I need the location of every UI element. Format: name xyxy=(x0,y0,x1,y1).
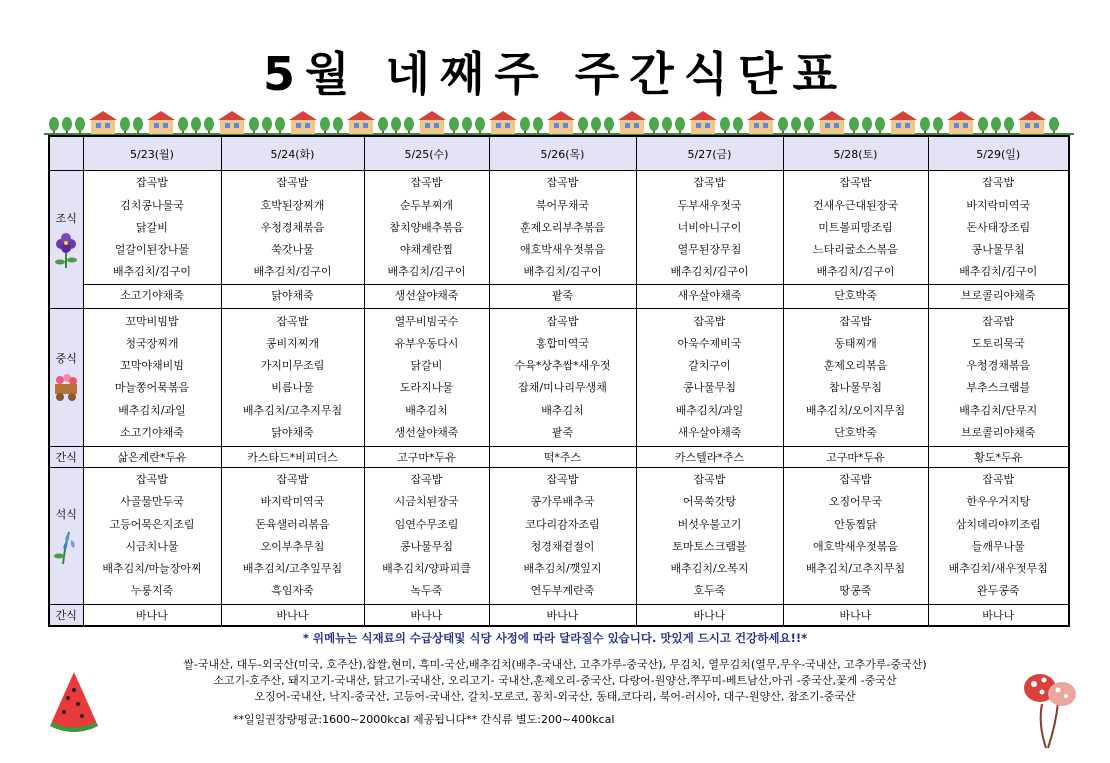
menu-item: 배추김치/오복지 xyxy=(670,562,749,576)
lunch-row xyxy=(49,309,1069,446)
menu-item: 배추김치/새우젓무침 xyxy=(948,562,1048,576)
porridge-item: 팥죽 xyxy=(490,284,636,307)
tree-icon xyxy=(320,117,330,131)
tree-icon xyxy=(62,117,72,131)
menu-item: 안동찜닭 xyxy=(834,517,877,531)
menu-item: 애호박새우젓볶음 xyxy=(519,243,605,257)
house-icon xyxy=(147,111,175,134)
menu-item: 배추김치/과일 xyxy=(118,403,186,417)
snack1-row xyxy=(49,446,1069,467)
menu-item: 배추김치/오이지무침 xyxy=(805,403,906,417)
lunch-cell xyxy=(364,309,489,446)
tree-icon xyxy=(262,117,272,131)
menu-item: 호두죽 xyxy=(693,584,726,598)
bluebell-flower-icon xyxy=(50,526,83,566)
menu-item: 잡곡밥 xyxy=(546,176,579,190)
menu-item: 잡곡밥 xyxy=(982,472,1015,486)
menu-item: 얼갈이된장나물 xyxy=(114,243,190,257)
porridge-item: 새우살야채죽 xyxy=(637,284,783,307)
menu-item: 연두부계란죽 xyxy=(530,584,595,598)
snack-item: 삶은계란*두유 xyxy=(83,446,221,467)
menu-item: 청국장찌개 xyxy=(125,336,179,350)
day-header: 5/28(토) xyxy=(783,136,928,171)
menu-item: 도토리묵국 xyxy=(971,336,1025,350)
tree-icon xyxy=(133,117,143,131)
flower-cart-icon xyxy=(50,370,83,404)
tree-icon xyxy=(462,117,472,131)
menu-item: 도라지나물 xyxy=(399,381,454,395)
menu-item: 잡곡밥 xyxy=(982,314,1015,328)
day-header: 5/24(화) xyxy=(221,136,364,171)
menu-item: 콩나물무침 xyxy=(971,243,1025,257)
day-header: 5/23(월) xyxy=(83,136,221,171)
calorie-note: **일일권장량평균:1600~2000kcal 제공됩니다** 간식류 별도:200~400kcal xyxy=(233,713,615,726)
house-icon xyxy=(1018,111,1046,134)
menu-item: 잡곡밥 xyxy=(839,472,872,486)
menu-item: 흑임자죽 xyxy=(271,584,314,598)
menu-item: 열무된장무침 xyxy=(677,243,742,257)
menu-item: 배추김치/김구이 xyxy=(387,265,466,279)
snack-item: 바나나 xyxy=(783,605,928,627)
menu-item: 두부새우젓국 xyxy=(677,198,742,212)
menu-item: 갈치구이 xyxy=(688,359,731,373)
snack-item: 바나나 xyxy=(83,605,221,627)
breakfast-cell xyxy=(83,171,221,309)
menu-item: 임연수무조림 xyxy=(394,517,459,531)
snack-item: 바나나 xyxy=(928,605,1069,627)
corner-cell xyxy=(49,136,83,171)
lunch-cell xyxy=(636,309,783,446)
menu-item: 잡곡밥 xyxy=(839,314,872,328)
tree-icon xyxy=(875,117,885,131)
tree-icon xyxy=(275,117,285,131)
tree-icon xyxy=(333,117,343,131)
menu-item: 너비아니구이 xyxy=(677,220,742,234)
menu-item: 완두콩죽 xyxy=(976,584,1020,598)
tree-icon xyxy=(920,117,930,131)
day-header: 5/27(금) xyxy=(636,136,783,171)
tree-icon xyxy=(178,117,188,131)
lunch-cell xyxy=(489,309,636,446)
house-icon xyxy=(89,111,117,134)
menu-item: 버섯우불고기 xyxy=(677,517,742,531)
house-icon xyxy=(218,111,246,134)
menu-item: 콩가루배추국 xyxy=(530,495,595,509)
menu-item: 꼬막비빔밥 xyxy=(125,314,179,328)
menu-item: 잡곡밥 xyxy=(693,314,726,328)
menu-item: 배추김치/깻잎지 xyxy=(523,562,602,576)
snack-item: 황도*두유 xyxy=(928,446,1069,467)
menu-item: 마늘쫑어묵볶음 xyxy=(114,381,190,395)
tree-icon xyxy=(449,117,459,131)
menu-item: 열무비빔국수 xyxy=(394,314,459,328)
menu-item: 배추김치/김구이 xyxy=(523,265,602,279)
house-icon xyxy=(289,111,317,134)
menu-item: 새우살야채죽 xyxy=(677,426,742,440)
menu-item: 배추김치/김구이 xyxy=(253,265,332,279)
menu-item: 소고기야채죽 xyxy=(120,426,184,440)
menu-item: 잡곡밥 xyxy=(276,176,309,190)
village-border-decoration xyxy=(44,108,1074,136)
menu-item: 동태찌개 xyxy=(834,336,877,350)
breakfast-cell xyxy=(636,171,783,309)
menu-item: 돈육샐러리볶음 xyxy=(255,517,330,531)
dinner-row xyxy=(49,467,1069,604)
snack-label: 간식 xyxy=(49,605,83,627)
watermelon-icon xyxy=(46,668,102,736)
menu-item: 들깨무나물 xyxy=(971,539,1025,553)
menu-item: 닭야채죽 xyxy=(271,426,314,440)
dinner-cell xyxy=(83,467,221,604)
house-icon xyxy=(947,111,975,134)
menu-item: 배추김치/과일 xyxy=(675,403,744,417)
tree-icon xyxy=(520,117,530,131)
dinner-cell xyxy=(928,467,1069,604)
house-icon xyxy=(418,111,446,134)
menu-item: 닭갈비 xyxy=(410,359,443,373)
origin-line: 오징어-국내산, 낙지-중국산, 고등어-국내산, 갈치-모로코, 꽁치-외국산, 동태,코다리, 북어-러시아, 대구-원양산, 참조기-중국산 xyxy=(254,690,856,703)
snack-item: 바나나 xyxy=(364,605,489,627)
lunch-cell xyxy=(783,309,928,446)
tree-icon xyxy=(778,117,788,131)
menu-item: 닭갈비 xyxy=(136,220,168,234)
menu-item: 토마토스크램블 xyxy=(672,539,747,553)
menu-item: 고등어묵은지조림 xyxy=(109,517,195,531)
house-icon xyxy=(547,111,575,134)
snack-item: 떡*주스 xyxy=(489,446,636,467)
menu-item: 청경채겉절이 xyxy=(530,539,595,553)
dinner-cell xyxy=(489,467,636,604)
dinner-label-cell xyxy=(49,467,83,604)
tree-icon xyxy=(475,117,485,131)
notice-text: * 위메뉴는 식재료의 수급상태및 식당 사정에 따라 달라질수 있습니다. 맛있게 드시고 건강하세요!!* xyxy=(302,631,808,645)
snack-item: 카스텔라*주스 xyxy=(636,446,783,467)
day-header-row xyxy=(49,136,1069,171)
menu-item: 잡곡밥 xyxy=(546,314,579,328)
tree-icon xyxy=(191,117,201,131)
menu-item: 건새우근대된장국 xyxy=(812,198,898,212)
tree-icon xyxy=(791,117,801,131)
menu-item: 잡곡밥 xyxy=(136,176,168,190)
house-icon xyxy=(489,111,517,134)
tree-icon xyxy=(991,117,1001,131)
breakfast-cell xyxy=(928,171,1069,309)
meal-label: 중식 xyxy=(55,352,77,366)
tree-icon xyxy=(604,117,614,131)
menu-item: 느타리굴소스볶음 xyxy=(812,243,898,257)
menu-item: 배추김치/고추지무침 xyxy=(805,562,906,576)
house-icon xyxy=(747,111,775,134)
menu-item: 야채계란찜 xyxy=(399,243,454,257)
menu-item: 잡채/미나리무생채 xyxy=(518,381,607,395)
menu-item: 돈사태장조림 xyxy=(966,220,1031,234)
breakfast-cell xyxy=(221,171,364,309)
menu-item: 잡곡밥 xyxy=(546,472,579,486)
tree-icon xyxy=(804,117,814,131)
menu-item: 생선살야채죽 xyxy=(394,426,459,440)
menu-item: 유부우동다시 xyxy=(394,336,459,350)
tree-icon xyxy=(591,117,601,131)
menu-item: 잡곡밥 xyxy=(982,176,1015,190)
dinner-cell xyxy=(364,467,489,604)
menu-item: 훈제오리볶음 xyxy=(823,359,888,373)
menu-item: 미트볼피망조림 xyxy=(818,220,893,234)
house-icon xyxy=(818,111,846,134)
menu-item: 우청경채볶음 xyxy=(260,220,325,234)
snack-item: 고구마*두유 xyxy=(783,446,928,467)
tree-icon xyxy=(1004,117,1014,131)
lunch-cell xyxy=(221,309,364,446)
meal-label: 석식 xyxy=(55,507,77,521)
porridge-item: 브로콜리야채죽 xyxy=(929,284,1069,307)
lunch-cell xyxy=(928,309,1069,446)
snack-item: 바나나 xyxy=(636,605,783,627)
tree-icon xyxy=(649,117,659,131)
tree-icon xyxy=(720,117,730,131)
menu-item: 김치콩나물국 xyxy=(120,198,184,212)
violet-flower-icon xyxy=(50,230,83,270)
menu-item: 부추스크램블 xyxy=(966,381,1031,395)
menu-item: 배추김치/고추잎무침 xyxy=(242,562,343,576)
tree-icon xyxy=(75,117,85,131)
house-icon xyxy=(689,111,717,134)
menu-item: 수육*상추쌈*새우젓 xyxy=(514,359,611,373)
page-title: 5월 네째주 주간식단표 xyxy=(263,47,847,101)
tree-icon xyxy=(978,117,988,131)
tree-icon xyxy=(933,117,943,131)
lunch-cell xyxy=(83,309,221,446)
menu-item: 콩비지찌개 xyxy=(265,336,320,350)
mushroom-balloons-icon xyxy=(1012,664,1082,750)
menu-item: 잡곡밥 xyxy=(410,472,443,486)
day-header: 5/29(일) xyxy=(928,136,1069,171)
tree-icon xyxy=(249,117,259,131)
day-header: 5/26(목) xyxy=(489,136,636,171)
menu-item: 애호박새우젓볶음 xyxy=(812,539,898,553)
porridge-item: 단호박죽 xyxy=(784,284,928,307)
menu-item: 한우우거지탕 xyxy=(966,495,1031,509)
tree-icon xyxy=(675,117,685,131)
menu-item: 배추김치/김구이 xyxy=(816,265,895,279)
menu-item: 배추김치/단무지 xyxy=(959,403,1038,417)
menu-item: 잡곡밥 xyxy=(276,314,309,328)
menu-item: 우청경채볶음 xyxy=(966,359,1031,373)
tree-icon xyxy=(849,117,859,131)
tree-icon xyxy=(533,117,543,131)
menu-item: 참나물무침 xyxy=(828,381,883,395)
snack-item: 바나나 xyxy=(489,605,636,627)
menu-item: 배추김치/마늘장아찌 xyxy=(102,562,202,576)
house-icon xyxy=(889,111,917,134)
menu-item: 배추김치 xyxy=(541,403,584,417)
menu-item: 팥죽 xyxy=(551,426,574,440)
menu-item: 콩나물무침 xyxy=(682,381,737,395)
meal-label: 조식 xyxy=(55,211,77,225)
menu-item: 단호박죽 xyxy=(834,426,877,440)
tree-icon xyxy=(733,117,743,131)
menu-item: 아욱수제비국 xyxy=(677,336,742,350)
menu-item: 꼬막야채비빔 xyxy=(120,359,184,373)
menu-item: 가지미무조림 xyxy=(260,359,325,373)
origin-line: 쌀-국내산, 대두-외국산(미국, 호주산),찹쌀,현미, 흑미-국산,배추김치(배추-국내산, 고추가루-중국산), 무김치, 열무김치(열무,무우-국내산, 고추가루-중국산) xyxy=(183,658,927,671)
menu-item: 배추김치/김구이 xyxy=(670,265,749,279)
origin-line: 소고기-호주산, 돼지고기-국내산, 닭고기-국내산, 오리고기- 국내산,훈제오리-중국산, 다랑어-원양산,쭈꾸미-베트남산,아귀 -중국산,꽃게 -중국산 xyxy=(213,674,897,687)
house-icon xyxy=(618,111,646,134)
origin-info xyxy=(0,657,1110,705)
menu-item: 배추김치/양파피클 xyxy=(382,562,471,576)
menu-item: 훈제오리부추볶음 xyxy=(519,220,605,234)
menu-item: 잡곡밥 xyxy=(136,472,168,486)
snack-item: 카스타드*비피더스 xyxy=(221,446,364,467)
snack-item: 바나나 xyxy=(221,605,364,627)
menu-item: 쑥갓나물 xyxy=(271,243,314,257)
menu-item: 오이부추무침 xyxy=(260,539,325,553)
menu-item: 순두부찌개 xyxy=(399,198,454,212)
menu-item: 땅콩죽 xyxy=(839,584,872,598)
porridge-item: 생선살야채죽 xyxy=(365,284,489,307)
menu-item: 참치양배추볶음 xyxy=(389,220,464,234)
menu-item: 시금치된장국 xyxy=(394,495,459,509)
porridge-item: 소고기야채죽 xyxy=(84,284,221,307)
menu-item: 오징어무국 xyxy=(828,495,883,509)
weekly-menu-table xyxy=(48,135,1070,627)
breakfast-row xyxy=(49,171,1069,309)
tree-icon xyxy=(404,117,414,131)
tree-icon xyxy=(1049,117,1059,131)
menu-item: 코다리감자조림 xyxy=(525,517,600,531)
snack2-row xyxy=(49,605,1069,627)
menu-item: 어묵쑥갓탕 xyxy=(682,495,737,509)
menu-item: 사골물만두국 xyxy=(120,495,184,509)
dinner-cell xyxy=(636,467,783,604)
menu-item: 배추김치/김구이 xyxy=(959,265,1038,279)
menu-item: 잡곡밥 xyxy=(410,176,443,190)
porridge-item: 닭야채죽 xyxy=(222,284,364,307)
tree-icon xyxy=(662,117,672,131)
breakfast-label-cell xyxy=(49,171,83,309)
menu-item: 배추김치 xyxy=(405,403,448,417)
menu-item: 시금치나물 xyxy=(125,539,179,553)
menu-item: 배추김치/고추지무침 xyxy=(242,403,343,417)
breakfast-cell xyxy=(489,171,636,309)
snack-label: 간식 xyxy=(49,446,83,467)
tree-icon xyxy=(578,117,588,131)
breakfast-cell xyxy=(364,171,489,309)
menu-item: 브로콜리야채죽 xyxy=(961,426,1036,440)
tree-icon xyxy=(391,117,401,131)
menu-item: 누룽지죽 xyxy=(130,584,174,598)
lunch-label-cell xyxy=(49,309,83,446)
menu-item: 콩나물무침 xyxy=(399,539,454,553)
menu-item: 잡곡밥 xyxy=(839,176,872,190)
menu-item: 잡곡밥 xyxy=(693,472,726,486)
tree-icon xyxy=(49,117,59,131)
menu-item: 바지락미역국 xyxy=(966,198,1031,212)
menu-item: 호박된장찌개 xyxy=(260,198,325,212)
menu-item: 홍합미역국 xyxy=(535,336,590,350)
tree-icon xyxy=(120,117,130,131)
day-header: 5/25(수) xyxy=(364,136,489,171)
menu-item: 녹두죽 xyxy=(410,584,443,598)
menu-item: 비름나물 xyxy=(271,381,314,395)
snack-item: 고구마*두유 xyxy=(364,446,489,467)
breakfast-cell xyxy=(783,171,928,309)
menu-item: 바지락미역국 xyxy=(260,495,325,509)
tree-icon xyxy=(204,117,214,131)
menu-item: 삼치데리야끼조림 xyxy=(955,517,1041,531)
tree-icon xyxy=(862,117,872,131)
menu-item: 북어무채국 xyxy=(535,198,590,212)
menu-item: 잡곡밥 xyxy=(693,176,726,190)
menu-item: 잡곡밥 xyxy=(276,472,309,486)
dinner-cell xyxy=(221,467,364,604)
dinner-cell xyxy=(783,467,928,604)
menu-item: 배추김치/김구이 xyxy=(112,265,192,279)
tree-icon xyxy=(378,117,388,131)
house-icon xyxy=(347,111,375,134)
